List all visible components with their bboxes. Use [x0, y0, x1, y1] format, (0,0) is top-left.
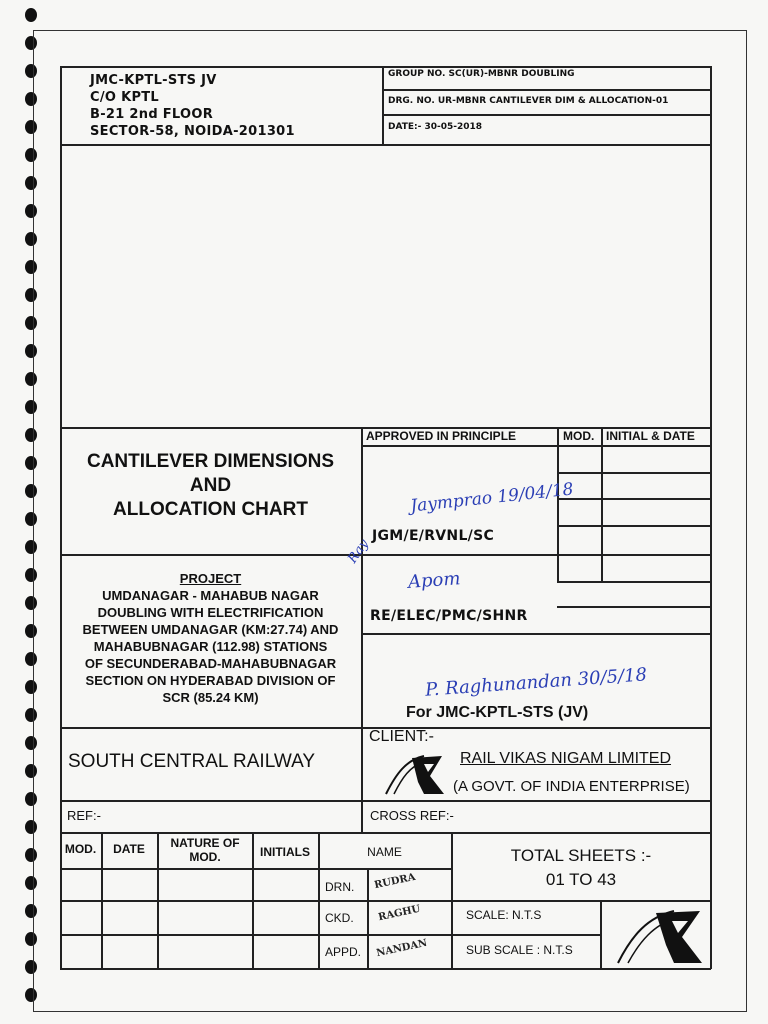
ref-label: REF:-: [67, 808, 101, 823]
signature-jv: P. Raghunandan 30/5/18: [424, 664, 648, 701]
project-line: SCR (85.24 KM): [162, 690, 259, 705]
role-re-elec: RE/ELEC/PMC/SHNR: [370, 608, 528, 624]
mod-table-header-date: DATE: [113, 842, 145, 856]
role-jgm: JGM/E/RVNL/SC: [372, 528, 495, 544]
project-heading: PROJECT: [179, 571, 242, 586]
checked-by-name: RAGHU: [377, 903, 422, 924]
sub-scale-value: SUB SCALE : N.T.S: [466, 943, 573, 957]
binder-hole: [25, 8, 37, 22]
project-line: DOUBLING WITH ELECTRIFICATION: [97, 605, 324, 620]
company-floor: B-21 2nd FLOOR: [90, 107, 214, 122]
cross-ref-label: CROSS REF:-: [370, 808, 454, 823]
role-checked: CKD.: [325, 911, 354, 925]
client-name: RAIL VIKAS NIGAM LIMITED: [460, 750, 672, 767]
signature-re-elec: Apom: [407, 568, 462, 593]
client-subtitle: (A GOVT. OF INDIA ENTERPRISE): [453, 778, 690, 795]
title-line-2: AND: [189, 475, 232, 496]
project-line: MAHABUBNAGAR (112.98) STATIONS: [93, 639, 328, 654]
company-sector: SECTOR-58, NOIDA-201301: [90, 124, 295, 139]
mod-table-header-name: NAME: [367, 845, 402, 859]
role-jv: For JMC-KPTL-STS (JV): [406, 704, 589, 721]
rvnl-logo-small: [612, 905, 706, 965]
role-approved: APPD.: [325, 945, 362, 959]
approved-in-principle-heading: APPROVED IN PRINCIPLE: [366, 429, 517, 443]
title-line-3: ALLOCATION CHART: [113, 499, 308, 520]
group-number: GROUP NO. SC(UR)-MBNR DOUBLING: [388, 69, 575, 79]
drawing-date: DATE:- 30-05-2018: [388, 122, 483, 132]
drawing-title: [60, 450, 361, 522]
project-line: SECTION ON HYDERABAD DIVISION OF: [85, 673, 336, 688]
initial-date-heading: INITIAL & DATE: [606, 429, 695, 443]
company-name: JMC-KPTL-STS JV: [90, 73, 217, 88]
mod-table-header-mod: MOD.: [64, 842, 97, 856]
project-line: OF SECUNDERABAD-MAHABUBNAGAR: [84, 656, 337, 671]
project-line: UMDANAGAR - MAHABUB NAGAR: [102, 588, 319, 603]
client-label: CLIENT:-: [369, 728, 434, 745]
role-drawn: DRN.: [325, 880, 355, 894]
drawn-by-name: RUDRA: [373, 871, 417, 892]
title-line-1: CANTILEVER DIMENSIONS: [86, 451, 335, 472]
mod-table-header-nature: NATURE OF MOD.: [170, 836, 240, 864]
scale-value: SCALE: N.T.S: [466, 908, 542, 922]
approved-by-name: NANDAN: [375, 937, 429, 960]
mod-heading: MOD.: [563, 429, 595, 443]
rvnl-logo: [384, 752, 446, 796]
company-care-of: C/O KPTL: [90, 90, 160, 105]
drawing-number: DRG. NO. UR-MBNR CANTILEVER DIM & ALLOCATION-01: [388, 96, 669, 106]
project-description: [60, 570, 361, 706]
margin-signature: Ray: [345, 536, 372, 567]
mod-table-header-initials: INITIALS: [260, 845, 310, 859]
total-sheets-range: 01 TO 43: [545, 870, 617, 889]
railway-name: SOUTH CENTRAL RAILWAY: [68, 751, 316, 772]
total-sheets-label: TOTAL SHEETS :-: [510, 846, 652, 865]
signature-jgm: Jaymprao 19/04/18: [409, 479, 575, 517]
company-address: [90, 72, 295, 140]
project-line: BETWEEN UMDANAGAR (KM:27.74) AND: [82, 622, 339, 637]
